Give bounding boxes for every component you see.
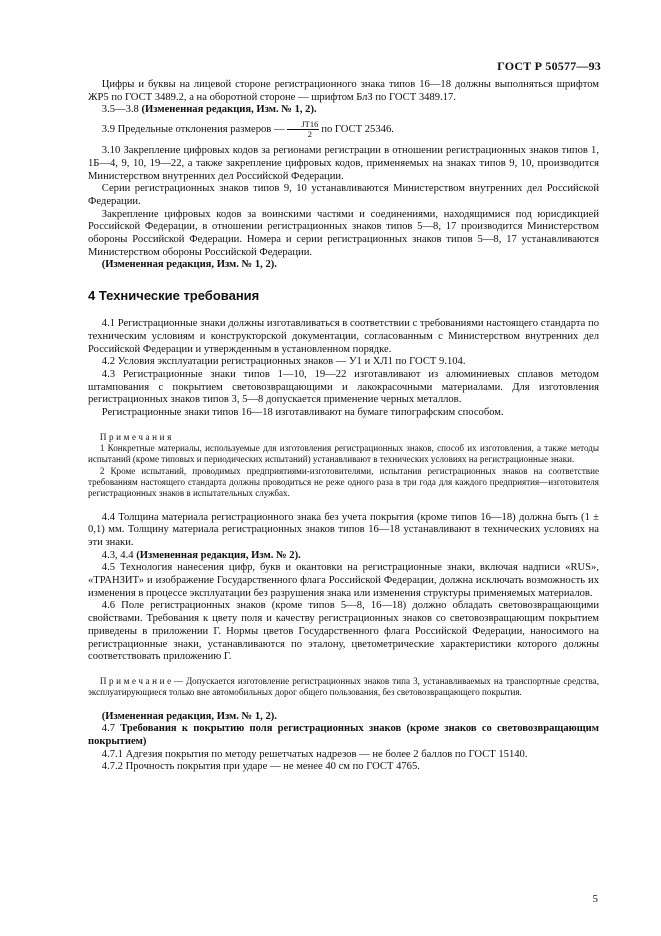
revision-note: (Измененная редакция, Изм. № 1, 2). <box>101 710 277 722</box>
paragraph: 4.6 Поле регистрационных знаков (кроме типов 5—8, 16—18) должно обладать световозвращающими свойствами. Требования к цвету поля и качеству регистрационных знаков со световозвращающим покрытием приведены в приложении Г. Нормы цветов Государственного флага Российской Федерации, наносимого на регистрационные знаки, устанавливаются по эталону, цветометрические характеристики которого должны соответствовать приложению Г. <box>88 600 599 663</box>
fraction-denominator: 2 <box>307 129 312 140</box>
paragraph: 4.4 Толщина материала регистрационного знака без учета покрытия (кроме типов 16—18) должна быть (1 ± 0,1) мм. Толщину материала регистрационных знаков типов 16—18 устанавливают в технических условиях на эти знаки. <box>88 511 599 548</box>
clause-number: 4.3, 4.4 <box>101 549 134 561</box>
paragraph: Закрепление цифровых кодов за воинскими частями и соединениями, находящимися под юрисдикцией Российской Федерации, в отношении регистрационных знаков типов 5—8, 17 производится Министерством обороны Российской Федерации. Номера и серии регистрационных знаков типов 5—8, 17 устанавливаются Министерством обороны Российской Федерации. <box>88 208 599 258</box>
paragraph <box>88 104 599 117</box>
revision-note: (Измененная редакция, Изм. № 2). <box>136 549 301 561</box>
revision-note: (Измененная редакция, Изм. № 1, 2). <box>101 259 277 271</box>
page-number: 5 <box>592 893 598 905</box>
note: 2 Кроме испытаний, проводимых предприятиями-изготовителями, испытания регистрационных знаков на соответствие требованиям настоящего стандарта должны проводиться не реже одного раза в три года для каждого предприятия—изготовителя регистрационных знаков в испытательных службах. <box>88 465 599 499</box>
clause-text: по ГОСТ 25346. <box>321 124 394 136</box>
clause-number: 4.7 <box>101 723 116 735</box>
clause-number: 3.5—3.8 <box>101 104 139 116</box>
fraction-numerator: JT16 <box>287 120 320 130</box>
paragraph <box>88 723 599 748</box>
note-text: — Допускается изготовление регистрационных знаков типа 3, устанавливаемых на транспортные средства, эксплуатирующиеся только вне автомобильных дорог общего пользования, без световозвращающего покрытия. <box>88 675 599 698</box>
paragraph: 4.5 Технология нанесения цифр, букв и окантовки на регистрационные знаки, включая надписи «RUS», «ТРАНЗИТ» и изображение Государственного флага Российской Федерации, должна исключать возможность их изменения в процессе эксплуатации без разрушения знака или изменения структуры применяемых материалов. <box>88 562 599 599</box>
paragraph: 4.1 Регистрационные знаки должны изготавливаться в соответствии с требованиями настоящего стандарта по техническим условиям и конструкторской документации, согласованным с Министерством внутренних дел Российской Федерации и утвержденным в установленном порядке. <box>88 318 599 355</box>
notes-heading: Примечания <box>99 431 174 442</box>
paragraph: 3.10 Закрепление цифровых кодов за регионами регистрации в отношении регистрационных знаков типов 1, 1Б—4, 9, 10, 19—22, а также закрепление цифровых кодов, применяемых на знаках типов 9, 10, производится Министерством внутренних дел Российской Федерации. <box>88 145 599 182</box>
paragraph: 4.2 Условия эксплуатации регистрационных знаков — У1 и ХЛ1 по ГОСТ 9.104. <box>101 356 466 368</box>
paragraph: Серии регистрационных знаков типов 9, 10 устанавливаются Министерством внутренних дел Российской Федерации. <box>88 183 599 207</box>
revision-note: (Измененная редакция, Изм. № 1, 2). <box>141 104 317 116</box>
clause-title: Требования к покрытию поля регистрационных знаков (кроме знаков со световозвращающим покрытием) <box>88 723 599 747</box>
note-heading: Примечание <box>99 675 174 686</box>
document-header: ГОСТ Р 50577—93 <box>497 59 601 73</box>
clause-text: 3.9 Предельные отклонения размеров — <box>101 124 285 136</box>
section-title: 4 Технические требования <box>88 288 260 304</box>
paragraph: Цифры и буквы на лицевой стороне регистрационного знака типов 16—18 должны выполняться шрифтом ЖР5 по ГОСТ 3489.2, а на оборотной стороне — шрифтом БлЗ по ГОСТ 3489.17. <box>88 79 599 103</box>
paragraph: Регистрационные знаки типов 16—18 изготавливают на бумаге типографским способом. <box>101 407 504 419</box>
note: 1 Конкретные материалы, используемые для изготовления регистрационных знаков, способ их изготовления, а также методы испытаний (кроме типовых и периодических испытаний) устанавливают в технических условиях на регистрационные знаки. <box>88 443 599 465</box>
paragraph <box>88 120 599 139</box>
paragraph: 4.7.2 Прочность покрытия при ударе — не менее 40 см по ГОСТ 4765. <box>101 761 420 773</box>
document-body <box>88 79 599 774</box>
paragraph <box>88 550 599 563</box>
paragraph: 4.7.1 Адгезия покрытия по методу решетчатых надрезов — не более 2 баллов по ГОСТ 15140. <box>101 748 528 760</box>
note <box>88 676 599 699</box>
paragraph: 4.3 Регистрационные знаки типов 1—10, 19—22 изготавливают из алюминиевых сплавов методом штампования с покрытием световозвращающими и лакокрасочными материалами. Для изготовления регистрационных знаков типов 3, 5—8 допускается применение черных металлов. <box>88 368 599 406</box>
tolerance-fraction <box>287 120 320 139</box>
